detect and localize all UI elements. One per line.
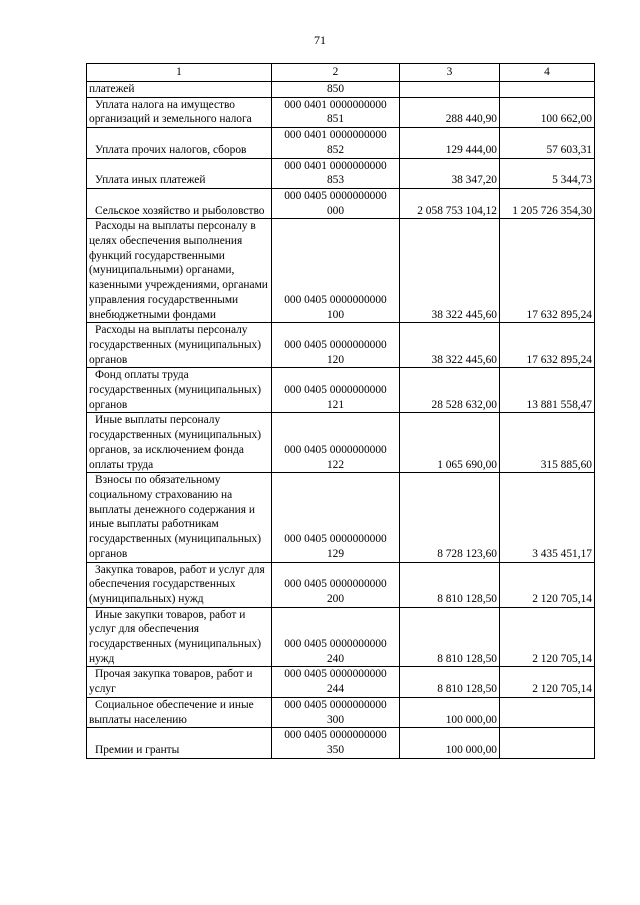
row-value-4: 17 632 895,24 — [500, 219, 595, 323]
page-number: 71 — [314, 33, 326, 47]
row-value-3: 100 000,00 — [400, 728, 500, 758]
column-header-4: 4 — [500, 64, 595, 82]
table-header-row — [87, 64, 595, 82]
row-name: Иные закупки товаров, работ и услуг для обеспечения государственных (муниципальных) нужд — [89, 608, 262, 665]
row-code-suffix: 100 — [326, 308, 345, 321]
row-code: 000 0405 0000000000 — [284, 668, 387, 681]
row-value-3: 38 322 445,60 — [400, 323, 500, 368]
row-code: 000 0401 0000000000 — [284, 159, 387, 172]
row-name: Фонд оплаты труда государственных (муниципальных) органов — [89, 369, 262, 411]
row-name: Расходы на выплаты персоналу в целях обеспечения выполнения функций государственными (муниципальными) органами, казенными учреждениями, органами управления государственными внебюджетными фондами — [89, 220, 268, 321]
row-value-4 — [500, 697, 595, 727]
row-code-suffix: 240 — [326, 652, 345, 665]
row-name: Иные выплаты персоналу государственных (муниципальных) органов, за исключением фонда оплаты труда — [89, 414, 262, 471]
row-value-4: 3 435 451,17 — [500, 473, 595, 562]
row-value-4: 2 120 705,14 — [500, 562, 595, 607]
row-code: 000 0405 0000000000 — [284, 729, 387, 742]
table-row — [87, 697, 595, 727]
column-header-3: 3 — [400, 64, 500, 82]
row-value-3: 38 347,20 — [400, 158, 500, 188]
row-value-4: 1 205 726 354,30 — [500, 188, 595, 218]
row-code-suffix: 129 — [326, 547, 345, 560]
row-value-4: 13 881 558,47 — [500, 368, 595, 413]
row-code: 000 0405 0000000000 — [284, 338, 387, 351]
column-header-1: 1 — [87, 64, 272, 82]
table-row — [87, 219, 595, 323]
row-value-4: 5 344,73 — [500, 158, 595, 188]
row-value-4 — [500, 82, 595, 98]
row-name: Уплата прочих налогов, сборов — [95, 143, 247, 156]
table-row — [87, 562, 595, 607]
row-code-suffix: 000 — [326, 204, 345, 217]
row-name: Премии и гранты — [95, 743, 180, 756]
row-name: Социальное обеспечение и иные выплаты населению — [89, 698, 254, 726]
row-code-suffix: 850 — [326, 83, 345, 95]
row-value-3: 8 728 123,60 — [400, 473, 500, 562]
table-row — [87, 413, 595, 473]
row-name: Расходы на выплаты персоналу государственных (муниципальных) органов — [89, 324, 262, 366]
row-code: 000 0401 0000000000 — [284, 129, 387, 142]
row-code-suffix: 851 — [326, 113, 345, 126]
row-value-3: 38 322 445,60 — [400, 219, 500, 323]
table-row — [87, 728, 595, 758]
table-row — [87, 188, 595, 218]
row-name: Уплата иных платежей — [95, 174, 206, 187]
row-code-suffix: 350 — [326, 743, 345, 756]
row-code-suffix: 244 — [326, 683, 345, 696]
row-value-4 — [500, 728, 595, 758]
row-code: 000 0405 0000000000 — [284, 384, 387, 397]
row-code: 000 0405 0000000000 — [284, 293, 387, 306]
row-value-3: 2 058 753 104,12 — [400, 188, 500, 218]
row-value-3: 288 440,90 — [400, 97, 500, 127]
row-code: 000 0405 0000000000 — [284, 443, 387, 456]
row-code-suffix: 121 — [326, 398, 345, 411]
row-value-3: 8 810 128,50 — [400, 562, 500, 607]
table-row — [87, 323, 595, 368]
column-header-2: 2 — [272, 64, 400, 82]
table-row — [87, 97, 595, 127]
row-value-4: 17 632 895,24 — [500, 323, 595, 368]
row-name: Уплата налога на имущество организаций и земельного налога — [89, 98, 252, 126]
table-row — [87, 607, 595, 667]
budget-table — [86, 63, 595, 759]
row-value-3: 129 444,00 — [400, 128, 500, 158]
row-value-4: 57 603,31 — [500, 128, 595, 158]
row-code: 000 0405 0000000000 — [284, 698, 387, 711]
table-row — [87, 368, 595, 413]
table-row — [87, 158, 595, 188]
row-value-3: 8 810 128,50 — [400, 667, 500, 697]
row-code: 000 0405 0000000000 — [284, 189, 387, 202]
table-row — [87, 473, 595, 562]
row-code-suffix: 200 — [326, 592, 345, 605]
row-code: 000 0401 0000000000 — [284, 98, 387, 111]
table-row — [87, 667, 595, 697]
row-value-3: 28 528 632,00 — [400, 368, 500, 413]
row-name: Взносы по обязательному социальному страхованию на выплаты денежного содержания и иные выплаты работникам государственных (муниципальных) органов — [89, 474, 262, 560]
row-value-4: 2 120 705,14 — [500, 667, 595, 697]
row-name: Сельское хозяйство и рыболовство — [95, 204, 265, 217]
row-value-3: 8 810 128,50 — [400, 607, 500, 667]
row-code-suffix: 300 — [326, 713, 345, 726]
row-value-3: 1 065 690,00 — [400, 413, 500, 473]
row-code: 000 0405 0000000000 — [284, 578, 387, 591]
row-value-3 — [400, 82, 500, 98]
row-value-4: 2 120 705,14 — [500, 607, 595, 667]
table-row — [87, 128, 595, 158]
row-name: Прочая закупка товаров, работ и услуг — [89, 668, 253, 696]
row-value-4: 315 885,60 — [500, 413, 595, 473]
row-name: платежей — [89, 83, 135, 95]
row-code-suffix: 852 — [326, 143, 345, 156]
row-value-3: 100 000,00 — [400, 697, 500, 727]
row-code-suffix: 853 — [326, 174, 345, 187]
row-value-4: 100 662,00 — [500, 97, 595, 127]
table-row — [87, 82, 595, 98]
row-code-suffix: 120 — [326, 353, 345, 366]
row-name: Закупка товаров, работ и услуг для обеспечения государственных (муниципальных) нужд — [89, 563, 265, 605]
row-code: 000 0405 0000000000 — [284, 533, 387, 546]
row-code: 000 0405 0000000000 — [284, 638, 387, 651]
row-code-suffix: 122 — [326, 458, 345, 471]
